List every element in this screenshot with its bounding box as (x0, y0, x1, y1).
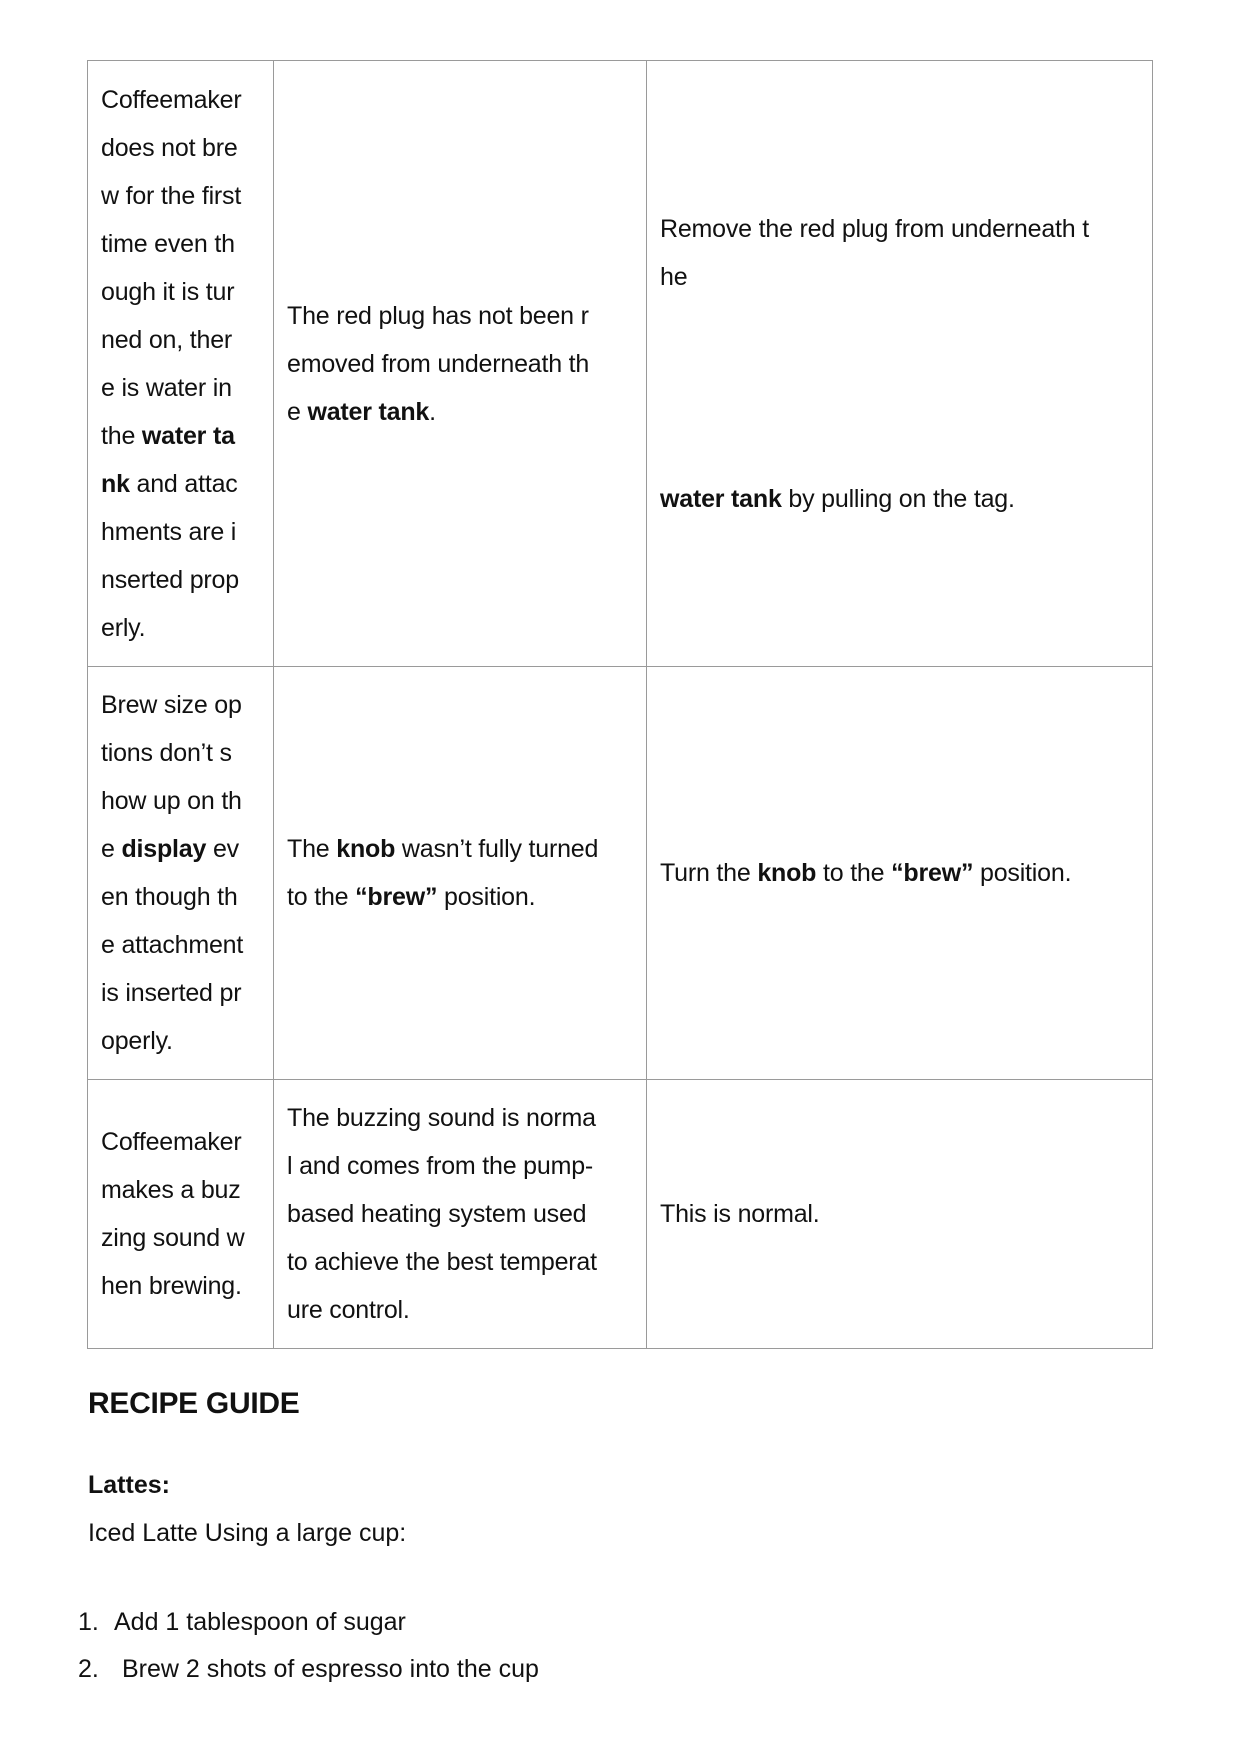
text-segment: based heating system used (287, 1200, 587, 1228)
text-line (101, 508, 260, 556)
text-segment: to the (287, 883, 356, 911)
text-line (101, 412, 260, 460)
table-row (88, 1080, 1153, 1349)
text-segment: zing sound w (101, 1224, 245, 1252)
solution-cell (647, 61, 1153, 667)
text-line (101, 460, 260, 508)
text-segment: by pulling on the tag. (781, 484, 1015, 513)
text-segment: e (287, 397, 308, 426)
text-line (101, 681, 260, 729)
text-segment: The (287, 835, 337, 863)
text-line (101, 316, 260, 364)
problem-cell (88, 1080, 274, 1349)
text-line (660, 475, 1139, 523)
bold-term: water tank (307, 397, 430, 426)
text-segment: Coffeemaker (101, 85, 242, 114)
text-segment: . (429, 397, 436, 426)
solution-text-part2 (660, 475, 1139, 523)
bold-term: water tank (660, 484, 782, 513)
text-line (101, 1017, 260, 1065)
step-number: 2. (78, 1655, 99, 1683)
bold-term: nk (101, 469, 130, 498)
text-line (660, 253, 1139, 301)
bold-term: water ta (141, 421, 235, 450)
bold-term: “brew” (355, 883, 438, 911)
text-line (101, 364, 260, 412)
text-segment: Turn the (660, 859, 758, 887)
text-line (101, 969, 260, 1017)
text-segment: hen brewing. (101, 1272, 242, 1300)
text-segment: position. (437, 883, 536, 911)
solution-cell (647, 1080, 1153, 1349)
text-segment: wasn’t fully turned (395, 835, 599, 863)
step-number: 1. (78, 1608, 99, 1636)
text-line (287, 340, 633, 388)
text-segment: ough it is tur (101, 277, 235, 306)
text-segment: is inserted pr (101, 979, 242, 1007)
list-item (78, 1606, 539, 1653)
text-segment: Coffeemaker (101, 1128, 242, 1156)
text-line (101, 1166, 260, 1214)
text-line (101, 124, 260, 172)
text-segment: how up on th (101, 787, 242, 815)
table-row (88, 667, 1153, 1080)
solution-text-part1 (660, 205, 1139, 301)
text-segment: to achieve the best temperat (287, 1248, 597, 1276)
solution-cell (647, 667, 1153, 1080)
text-line (101, 729, 260, 777)
text-line (287, 388, 633, 436)
text-line (101, 172, 260, 220)
text-line (287, 1190, 633, 1238)
text-line (287, 873, 633, 921)
text-segment: time even th (101, 229, 235, 258)
text-line (101, 76, 260, 124)
bold-term: knob (757, 859, 817, 887)
text-segment: he (660, 262, 688, 291)
cause-cell (274, 61, 647, 667)
text-segment: ure control. (287, 1296, 410, 1324)
text-segment: operly. (101, 1027, 173, 1055)
troubleshooting-table (87, 60, 1153, 1349)
text-segment: en though th (101, 883, 238, 911)
recipe-steps-list (78, 1606, 539, 1700)
text-segment: and attac (129, 469, 238, 498)
step-text: Add 1 tablespoon of sugar (114, 1608, 406, 1636)
text-line (101, 220, 260, 268)
text-line (101, 556, 260, 604)
text-segment: e (101, 835, 122, 863)
text-line (287, 1142, 633, 1190)
text-segment: position. (973, 859, 1072, 887)
text-segment: Brew size op (101, 691, 242, 719)
text-line (101, 1118, 260, 1166)
text-line (287, 1094, 633, 1142)
text-line (101, 921, 260, 969)
text-segment: to the (816, 859, 892, 887)
recipe-title: Iced Latte Using a large cup: (88, 1519, 407, 1547)
text-line (287, 825, 633, 873)
text-segment: Remove the red plug from underneath t (660, 214, 1089, 243)
cause-cell (274, 1080, 647, 1349)
text-line (101, 777, 260, 825)
step-text: Brew 2 shots of espresso into the cup (122, 1655, 539, 1683)
problem-cell (88, 61, 274, 667)
text-segment: This is normal. (660, 1200, 820, 1228)
spacer (660, 301, 1139, 475)
text-segment: e is water in (101, 373, 232, 402)
bold-term: display (121, 835, 207, 863)
table-row (88, 61, 1153, 667)
text-line (101, 1214, 260, 1262)
section-heading: RECIPE GUIDE (88, 1387, 300, 1420)
text-segment: emoved from underneath th (287, 349, 590, 378)
text-line (660, 1190, 1139, 1238)
text-segment: makes a buz (101, 1176, 241, 1204)
text-line (287, 292, 633, 340)
text-segment: does not bre (101, 133, 238, 162)
text-line (287, 1286, 633, 1334)
bold-term: “brew” (891, 859, 974, 887)
text-line (287, 1238, 633, 1286)
problem-cell (88, 667, 274, 1080)
text-segment: The buzzing sound is norma (287, 1104, 596, 1132)
text-segment: tions don’t s (101, 739, 232, 767)
text-segment: l and comes from the pump- (287, 1152, 594, 1180)
text-segment: ned on, ther (101, 325, 233, 354)
text-line (101, 873, 260, 921)
text-segment: e attachment (101, 931, 244, 959)
text-line (101, 825, 260, 873)
text-segment: the (101, 421, 142, 450)
text-segment: erly. (101, 613, 146, 642)
text-line (101, 1262, 260, 1310)
recipe-category-title: Lattes: (88, 1471, 170, 1499)
list-item (78, 1653, 539, 1700)
text-segment: ev (206, 835, 239, 863)
text-segment: The red plug has not been r (287, 301, 589, 330)
text-segment: nserted prop (101, 565, 239, 594)
text-segment: w for the first (101, 181, 242, 210)
text-line (101, 268, 260, 316)
text-line (101, 604, 260, 652)
cause-cell (274, 667, 647, 1080)
text-segment: hments are i (101, 517, 237, 546)
bold-term: knob (336, 835, 396, 863)
text-line (660, 849, 1139, 897)
text-line (660, 205, 1139, 253)
